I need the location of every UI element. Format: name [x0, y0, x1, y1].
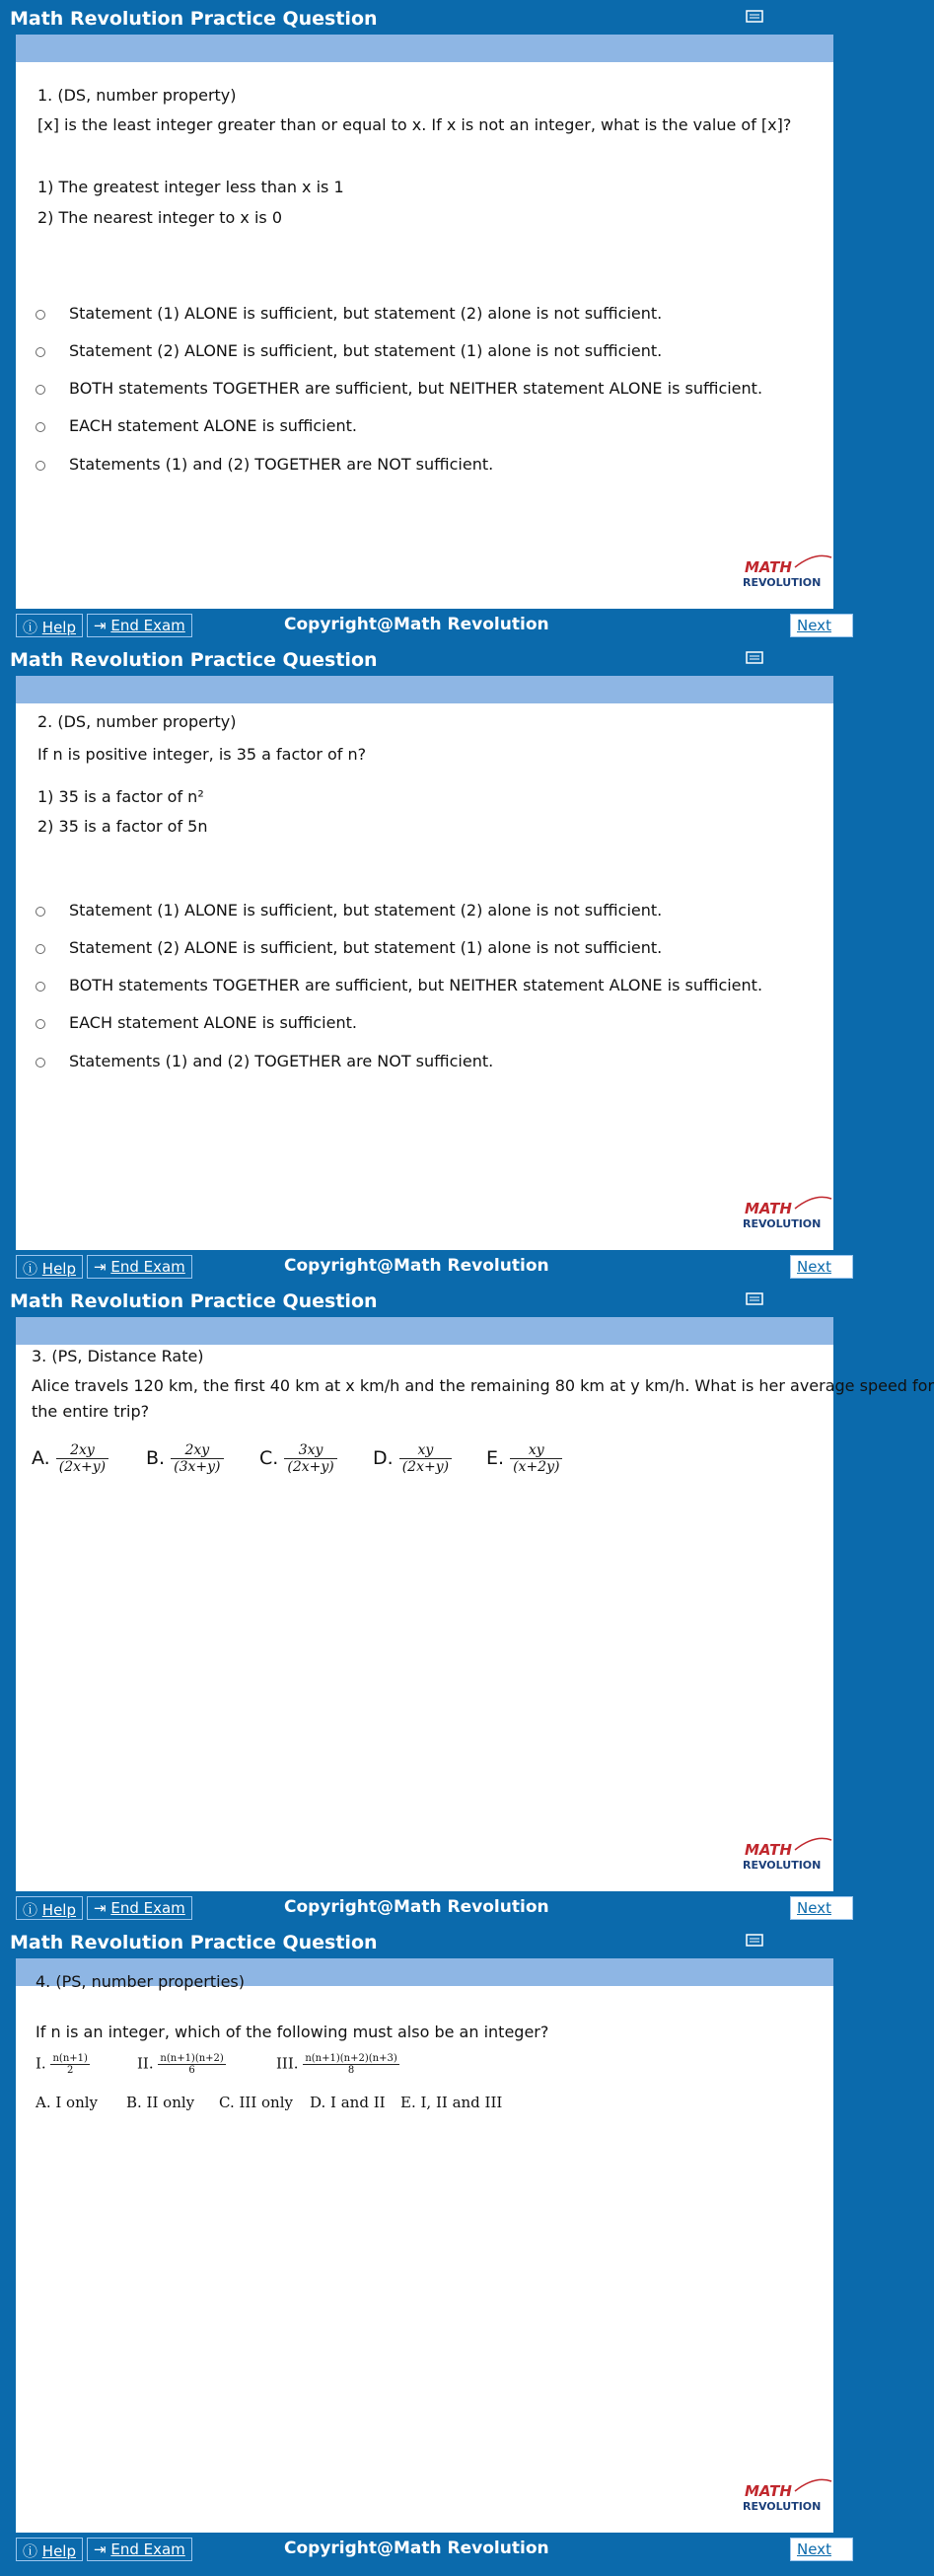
math-revolution-logo: [741, 2477, 835, 2517]
toolbar-strip: [16, 35, 833, 62]
copyright-text: Copyright@Math Revolution: [284, 615, 549, 634]
fraction: $\frac{n(n+1)(n+2)}{6}$: [160, 2053, 224, 2076]
answer-choice-b[interactable]: B. II only: [126, 2094, 195, 2111]
calculator-icon[interactable]: [746, 651, 763, 664]
question-content: [16, 1972, 833, 2533]
answer-option[interactable]: Statement (2) ALONE is sufficient, but statement (1) alone is not sufficient.: [36, 341, 662, 360]
toolbar-strip: [16, 1317, 833, 1345]
answer-option[interactable]: Statement (1) ALONE is sufficient, but statement (2) alone is not sufficient.: [36, 901, 662, 920]
answer-option[interactable]: BOTH statements TOGETHER are sufficient, but NEITHER statement ALONE is sufficient.: [36, 976, 762, 994]
logo-bottom-text: REVOLUTION: [743, 576, 822, 589]
footer-bar: [16, 2533, 853, 2576]
window-title: Math Revolution Practice Question: [10, 8, 378, 30]
math-revolution-logo: [741, 553, 835, 593]
end-exam-button[interactable]: ⇥ End Exam: [87, 2538, 192, 2561]
question-panel-3: [0, 1283, 934, 1924]
answer-choice-a[interactable]: A. I only: [36, 2094, 99, 2111]
roman-item-2: II. $\frac{n(n+1)(n+2)}{6}$: [137, 2053, 224, 2076]
radio-icon[interactable]: [36, 422, 45, 432]
exit-icon: ⇥: [94, 617, 107, 634]
answer-choice-d[interactable]: D. $\frac{xy}{(2x+y)}$: [373, 1442, 452, 1475]
statement-1: 1) The greatest integer less than x is 1: [37, 178, 344, 196]
exit-icon: ⇥: [94, 2540, 107, 2558]
question-panel-2: [0, 641, 853, 1283]
answer-option[interactable]: BOTH statements TOGETHER are sufficient, but NEITHER statement ALONE is sufficient.: [36, 379, 762, 398]
question-stem: If n is positive integer, is 35 a factor of n?: [37, 745, 367, 764]
answer-choice-c[interactable]: C. $\frac{3xy}{(2x+y)}$: [259, 1442, 337, 1475]
next-button[interactable]: Next: [790, 1255, 853, 1279]
radio-icon[interactable]: [36, 907, 45, 917]
answer-option[interactable]: Statements (1) and (2) TOGETHER are NOT sufficient.: [36, 455, 493, 474]
answer-choice-c[interactable]: C. III only: [219, 2094, 293, 2111]
next-button[interactable]: Next: [790, 614, 853, 637]
radio-icon[interactable]: [36, 347, 45, 357]
fraction: $\frac{xy}{(x+2y)}$: [510, 1442, 562, 1475]
statement-1: 1) 35 is a factor of n²: [37, 787, 204, 806]
copyright-text: Copyright@Math Revolution: [284, 2539, 549, 2558]
footer-bar: [16, 1250, 853, 1283]
exit-icon: ⇥: [94, 1899, 107, 1917]
math-revolution-logo: [741, 1195, 835, 1234]
answer-option[interactable]: Statement (1) ALONE is sufficient, but statement (2) alone is not sufficient.: [36, 304, 662, 323]
help-icon: ⓘ: [23, 619, 38, 636]
help-button[interactable]: ⓘ Help: [16, 2538, 83, 2561]
question-panel-4: [0, 1924, 853, 2576]
calculator-icon[interactable]: [746, 10, 763, 23]
calculator-icon[interactable]: [746, 1934, 763, 1947]
radio-icon[interactable]: [36, 385, 45, 395]
question-header: 2. (DS, number property): [37, 712, 237, 731]
title-bar: [0, 1283, 853, 1317]
statement-2: 2) 35 is a factor of 5n: [37, 817, 208, 836]
answer-choice-e[interactable]: E. I, II and III: [400, 2094, 503, 2111]
help-button[interactable]: ⓘ Help: [16, 1255, 83, 1279]
question-content: [16, 703, 833, 1250]
toolbar-strip: [16, 676, 833, 703]
end-exam-button[interactable]: ⇥ End Exam: [87, 1255, 192, 1279]
logo-bottom-text: REVOLUTION: [743, 2500, 822, 2513]
answer-choice-a[interactable]: A. $\frac{2xy}{(2x+y)}$: [32, 1442, 108, 1475]
window-title: Math Revolution Practice Question: [10, 1932, 378, 1953]
end-exam-button[interactable]: ⇥ End Exam: [87, 614, 192, 637]
fraction: $\frac{3xy}{(2x+y)}$: [284, 1442, 336, 1475]
copyright-text: Copyright@Math Revolution: [284, 1897, 549, 1917]
answer-choice-b[interactable]: B. $\frac{2xy}{(3x+y)}$: [146, 1442, 224, 1475]
window-title: Math Revolution Practice Question: [10, 1290, 378, 1312]
fraction: $\frac{2xy}{(3x+y)}$: [171, 1442, 223, 1475]
calculator-icon[interactable]: [746, 1292, 763, 1305]
question-stem: [x] is the least integer greater than or equal to x. If x is not an integer, what is the value of [x]?: [37, 115, 792, 134]
logo-top-text: MATH: [745, 2482, 792, 2500]
question-header: 3. (PS, Distance Rate): [32, 1347, 204, 1365]
logo-bottom-text: REVOLUTION: [743, 1217, 822, 1230]
help-icon: ⓘ: [23, 1260, 38, 1278]
end-exam-button[interactable]: ⇥ End Exam: [87, 1896, 192, 1920]
footer-bar: [16, 609, 853, 641]
question-stem-line-1: Alice travels 120 km, the first 40 km at x km/h and the remaining 80 km at y km/h. What is her average speed for: [32, 1376, 934, 1395]
fraction: $\frac{2xy}{(2x+y)}$: [56, 1442, 108, 1475]
logo-top-text: MATH: [745, 1841, 792, 1859]
roman-item-1: I. $\frac{n(n+1)}{2}$: [36, 2053, 88, 2076]
help-icon: ⓘ: [23, 1901, 38, 1919]
title-bar: [0, 641, 853, 676]
answer-option[interactable]: EACH statement ALONE is sufficient.: [36, 416, 357, 435]
question-content: [16, 1345, 934, 1891]
answer-option[interactable]: Statements (1) and (2) TOGETHER are NOT sufficient.: [36, 1052, 493, 1070]
next-button[interactable]: Next ➔: [790, 2538, 853, 2561]
copyright-text: Copyright@Math Revolution: [284, 1256, 549, 1276]
question-header: 1. (DS, number property): [37, 86, 237, 105]
next-button[interactable]: Next: [790, 1896, 853, 1920]
math-revolution-logo: [741, 1836, 835, 1876]
fraction: $\frac{xy}{(2x+y)}$: [399, 1442, 452, 1475]
logo-top-text: MATH: [745, 1200, 792, 1217]
title-bar: [0, 1924, 853, 1958]
fraction: $\frac{n(n+1)}{2}$: [52, 2053, 88, 2076]
roman-item-3: III. $\frac{n(n+1)(n+2)(n+3)}{8}$: [276, 2053, 397, 2076]
arrow-right-icon: ➔: [797, 2558, 810, 2576]
exit-icon: ⇥: [94, 1258, 107, 1276]
title-bar: [0, 0, 853, 35]
question-panel-1: [0, 0, 853, 641]
logo-bottom-text: REVOLUTION: [743, 1859, 822, 1872]
answer-choice-e[interactable]: E. $\frac{xy}{(x+2y)}$: [486, 1442, 562, 1475]
help-button[interactable]: ⓘ Help: [16, 614, 83, 637]
footer-bar: [16, 1891, 853, 1924]
help-button[interactable]: ⓘ Help: [16, 1896, 83, 1920]
radio-icon[interactable]: [36, 982, 45, 992]
radio-icon[interactable]: [36, 461, 45, 471]
question-header: 4. (PS, number properties): [36, 1972, 245, 1991]
fraction: $\frac{n(n+1)(n+2)(n+3)}{8}$: [305, 2053, 397, 2076]
radio-icon[interactable]: [36, 944, 45, 954]
radio-icon[interactable]: [36, 1058, 45, 1067]
question-content: [16, 62, 833, 609]
question-stem-line-2: the entire trip?: [32, 1402, 150, 1421]
logo-top-text: MATH: [745, 558, 792, 576]
answer-option[interactable]: Statement (2) ALONE is sufficient, but statement (1) alone is not sufficient.: [36, 938, 662, 957]
radio-icon[interactable]: [36, 1019, 45, 1029]
radio-icon[interactable]: [36, 310, 45, 320]
answer-choice-d[interactable]: D. I and II: [310, 2094, 386, 2111]
answer-option[interactable]: EACH statement ALONE is sufficient.: [36, 1013, 357, 1032]
help-icon: ⓘ: [23, 2542, 38, 2560]
window-title: Math Revolution Practice Question: [10, 649, 378, 671]
question-stem: If n is an integer, which of the following must also be an integer?: [36, 2023, 549, 2041]
statement-2: 2) The nearest integer to x is 0: [37, 208, 283, 227]
